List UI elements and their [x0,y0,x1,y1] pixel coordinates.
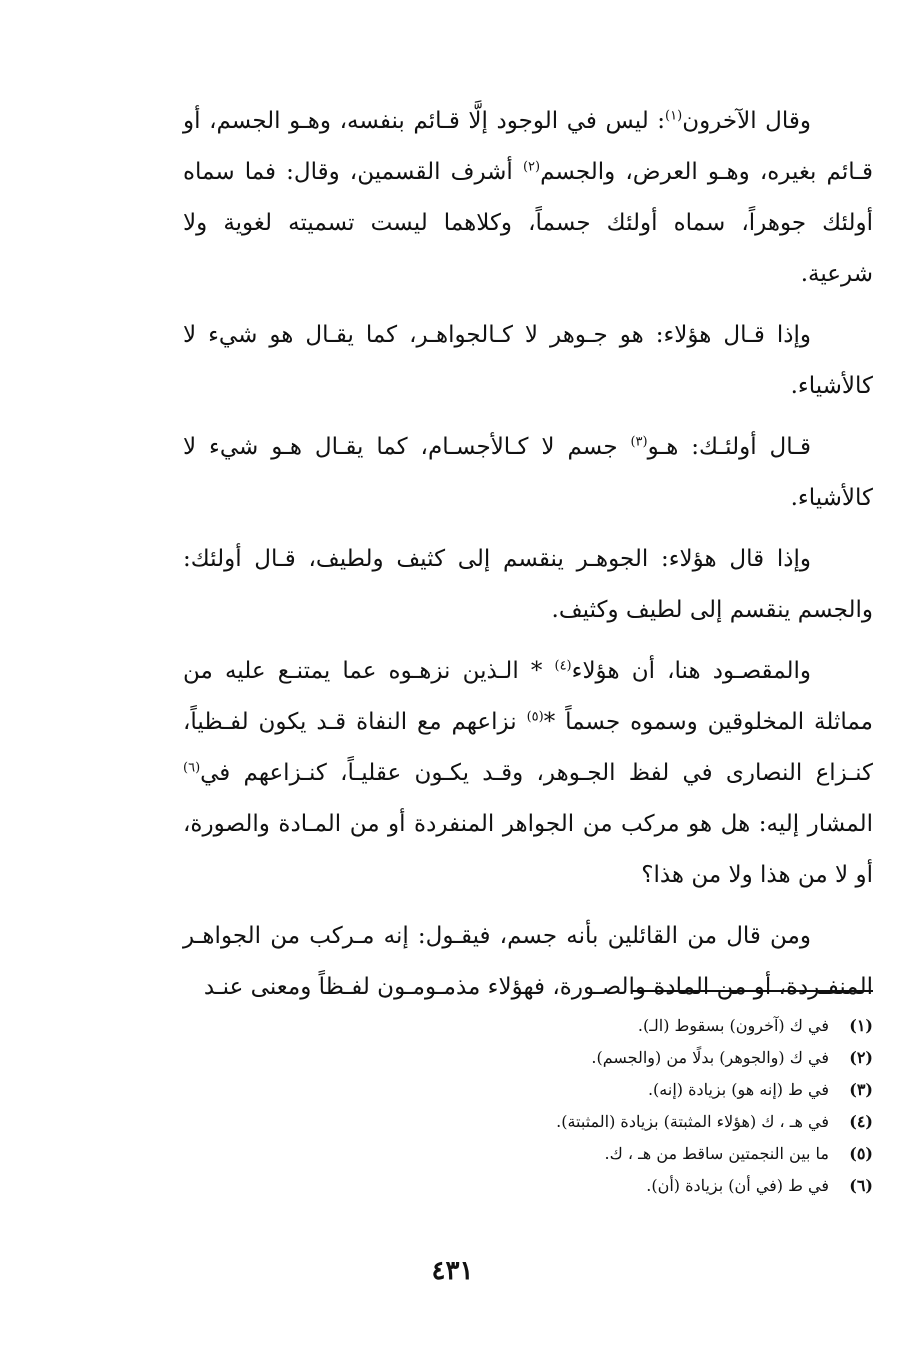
footnote-divider [631,990,873,992]
paragraph-5-text-2: * الـذين نزهـوه عما يمتنـع عليه من مماثلة المخلوقين وسموه جسماً * [183,658,873,735]
paragraph-2-text-1: وإذا قـال هؤلاء: هو جـوهر لا كـالجواهـر، كما يقـال هو شيء لا كالأشياء. [183,322,873,399]
page-number: ٤٣١ [431,1256,474,1286]
footnote-number: (٦) [849,1176,873,1195]
footnote-number: (٤) [849,1112,873,1131]
footnote-item [183,1138,873,1170]
footnote-text: في ك (آخرون) بسقوط (الـ). [637,1016,829,1035]
footnotes-list [183,1010,873,1202]
footnote-text: في ك (والجوهر) بدلًا من (والجسم). [591,1048,829,1067]
paragraph-4 [183,534,873,636]
footnote-number: (٥) [849,1144,873,1163]
paragraph-6 [183,911,873,1013]
footnote-ref-6: (٦) [183,760,201,776]
footnote-ref-3: (٣) [630,434,648,450]
footnote-ref-2: (٢) [522,159,541,175]
paragraph-1-text-3: أشرف القسمين، وقال: فما سماه أولئك جوهراً، سماه أولئك جسماً، وكلاهما ليست تسميته لغوية ولا شرعية. [183,159,873,287]
footnote-ref-5: (٥) [526,709,544,725]
footnote-ref-4: (٤) [554,658,572,674]
footnote-item [183,1170,873,1202]
footnote-item [183,1074,873,1106]
footnote-item [183,1010,873,1042]
main-text [183,96,873,1023]
paragraph-3 [183,422,873,524]
footnote-text: في هـ ، ك (هؤلاء المثبتة) بزيادة (المثبتة). [556,1112,829,1131]
paragraph-5-text-4: المشار إليه: هل هو مركب من الجواهر المنفردة أو من المـادة والصورة، أو لا من هذا ولا من هذا؟ [183,811,873,888]
paragraph-3-text-2: جسم لا كـالأجسـام، كما يقـال هـو شيء لا كالأشياء. [183,434,873,511]
paragraph-1 [183,96,873,300]
paragraph-5 [183,646,873,901]
paragraph-5-text-3: نزاعهم مع النفاة قـد يكون لفـظياً، كنـزاع النصارى في لفظ الجـوهر، وقـد يكـون عقليـاً، كنـزاعهم في [183,709,873,786]
footnote-item [183,1042,873,1074]
paragraph-2 [183,310,873,412]
footnote-text: في ط (في أن) بزيادة (أن). [646,1176,829,1195]
paragraph-1-text-2: : ليس في الوجود إلَّا قـائم بنفسه، وهـو الجسم، أو قـائم بغيره، وهـو العرض، والجسم [183,108,873,185]
paragraph-3-text-1: قـال أولئـك: هـو [647,434,811,460]
paragraph-1-text-1: وقال الآخرون [682,108,811,134]
footnote-number: (١) [849,1016,873,1035]
paragraph-6-text-1: ومن قال من القائلين بأنه جسم، فيقـول: إنه مـركب من الجواهـر المنفـردة، أو من المادة والصـورة، فهؤلاء مذمـومـون لفـظاً ومعنى عنـد [183,923,873,1000]
footnote-text: ما بين النجمتين ساقط من هـ ، ك. [604,1144,829,1163]
footnote-ref-1: (١) [665,108,683,124]
footnote-number: (٢) [849,1048,873,1067]
paragraph-4-text-1: وإذا قال هؤلاء: الجوهـر ينقسم إلى كثيف ولطيف، قـال أولئك: والجسم ينقسم إلى لطيف وكثيف. [183,546,873,623]
footnote-item [183,1106,873,1138]
footnote-text: في ط (إنه هو) بزيادة (إنه). [647,1080,829,1099]
footnote-number: (٣) [849,1080,873,1099]
paragraph-5-text-1: والمقصـود هنا، أن هؤلاء [571,658,811,684]
